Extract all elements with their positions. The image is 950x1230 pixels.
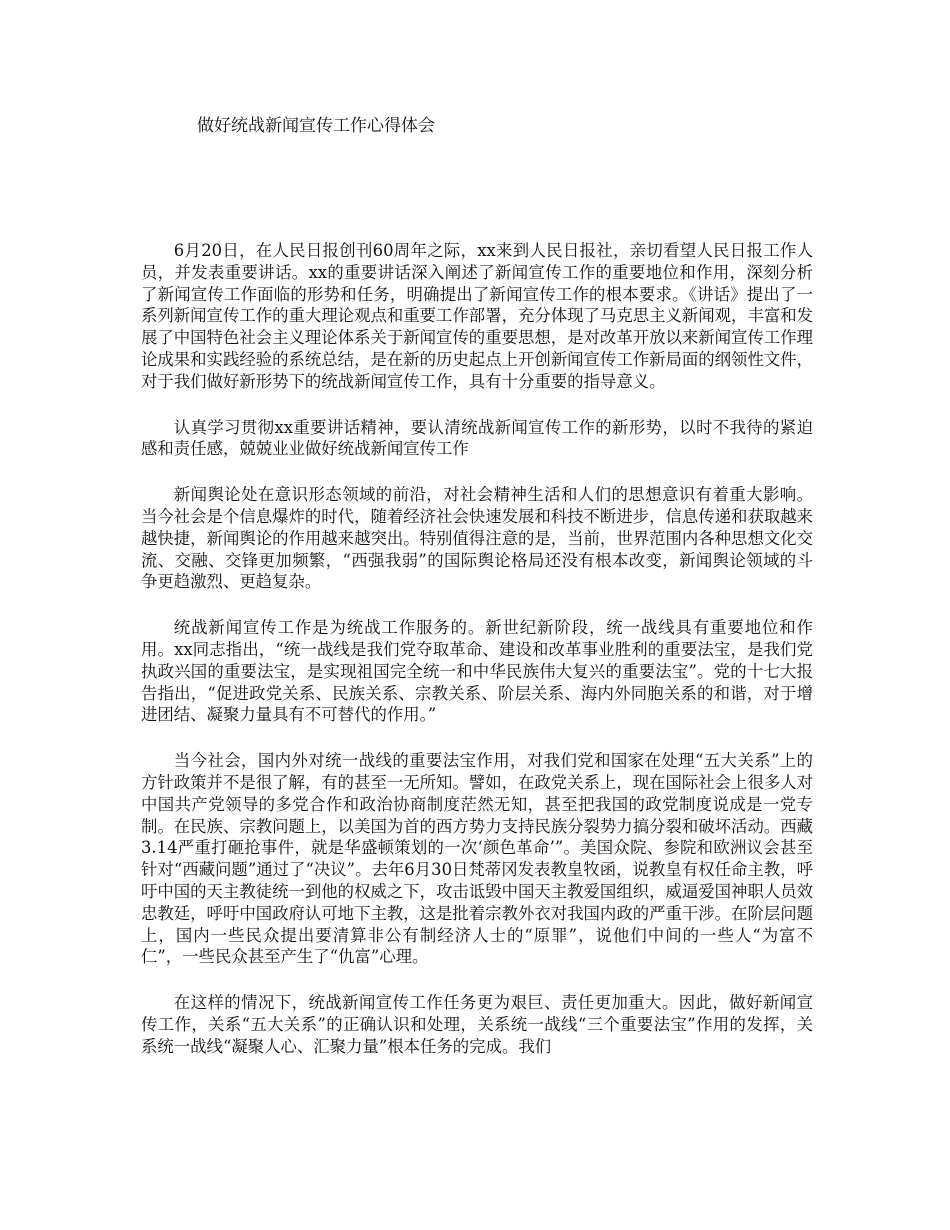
paragraph-3: 新闻舆论处在意识形态领域的前沿，对社会精神生活和人们的思想意识有着重大影响。当今社会是个信息爆炸的时代，随着经济社会快速发展和科技不断进步，信息传递和获取越来越快捷，新闻舆论的作用越来越突出。特别值得注意的是，当前，世界范围内各种思想文化交流、交融、交锋更加频繁，“西强我弱”的国际舆论格局还没有根本改变，新闻舆论领域的斗争更趋激烈、更趋复杂。 [141,485,814,592]
paragraph-1: 6月20日，在人民日报创刊60周年之际，xx来到人民日报社，亲切看望人民日报工作人员，并发表重要讲话。xx的重要讲话深入阐述了新闻宣传工作的重要地位和作用，深刻分析了新闻宣传工作面临的形势和任务，明确提出了新闻宣传工作的根本要求。《讲话》提出了一系列新闻宣传工作的重大理论观点和重要工作部署，充分体现了马克思主义新闻观，丰富和发展了中国特色社会主义理论体系关于新闻宣传的重要思想，是对改革开放以来新闻宣传工作理论成果和实践经验的系统总结，是在新的历史起点上开创新闻宣传工作新局面的纲领性文件，对于我们做好新形势下的统战新闻宣传工作，具有十分重要的指导意义。 [141,241,814,391]
paragraph-5: 当今社会，国内外对统一战线的重要法宝作用，对我们党和国家在处理“五大关系”上的方针政策并不是很了解，有的甚至一无所知。譬如，在政党关系上，现在国际社会上很多人对中国共产党领导的多党合作和政治协商制度茫然无知，甚至把我国的政党制度说成是一党专制。在民族、宗教问题上，以美国为首的西方势力支持民族分裂势力搞分裂和破坏活动。西藏3.14严重打砸抢事件，就是华盛顿策划的一次‘颜色革命’”。美国众院、参院和欧洲议会甚至针对“西藏问题”通过了“决议”。去年6月30日梵蒂冈发表教皇牧函，说教皇有权任命主教，呼吁中国的天主教徒统一到他的权威之下，攻击诋毁中国天主教爱国组织，威逼爱国神职人员效忠教廷，呼吁中国政府认可地下主教，这是批着宗教外衣对我国内政的严重干涉。在阶层问题上，国内一些民众提出要清算非公有制经济人士的“原罪”，说他们中间的一些人“为富不仁”，一些民众甚至产生了“仇富”心理。 [141,751,814,967]
paragraph-2: 认真学习贯彻xx重要讲话精神，要认清统战新闻宣传工作的新形势，以时不我待的紧迫感和责任感，兢兢业业做好统战新闻宣传工作 [141,417,813,459]
document-title: 做好统战新闻宣传工作心得体会 [197,116,435,136]
paragraph-4: 统战新闻宣传工作是为统战工作服务的。新世纪新阶段，统一战线具有重要地位和作用。xx同志指出，“统一战线是我们党夺取革命、建设和改革事业胜利的重要法宝，是我们党执政兴国的重要法宝，是实现祖国完全统一和中华民族伟大复兴的重要法宝”。党的十七大报告指出，“促进政党关系、民族关系、宗教关系、阶层关系、海内外同胞关系的和谐，对于增进团结、凝聚力量具有不可替代的作用。” [141,618,813,725]
document-body [141,240,813,1082]
paragraph-6: 在这样的情况下，统战新闻宣传工作任务更为艰巨、责任更加重大。因此，做好新闻宣传工作，关系“五大关系”的正确认识和处理，关系统一战线“三个重要法宝”作用的发挥，关系统一战线“凝聚人心、汇聚力量”根本任务的完成。我们 [141,993,813,1056]
